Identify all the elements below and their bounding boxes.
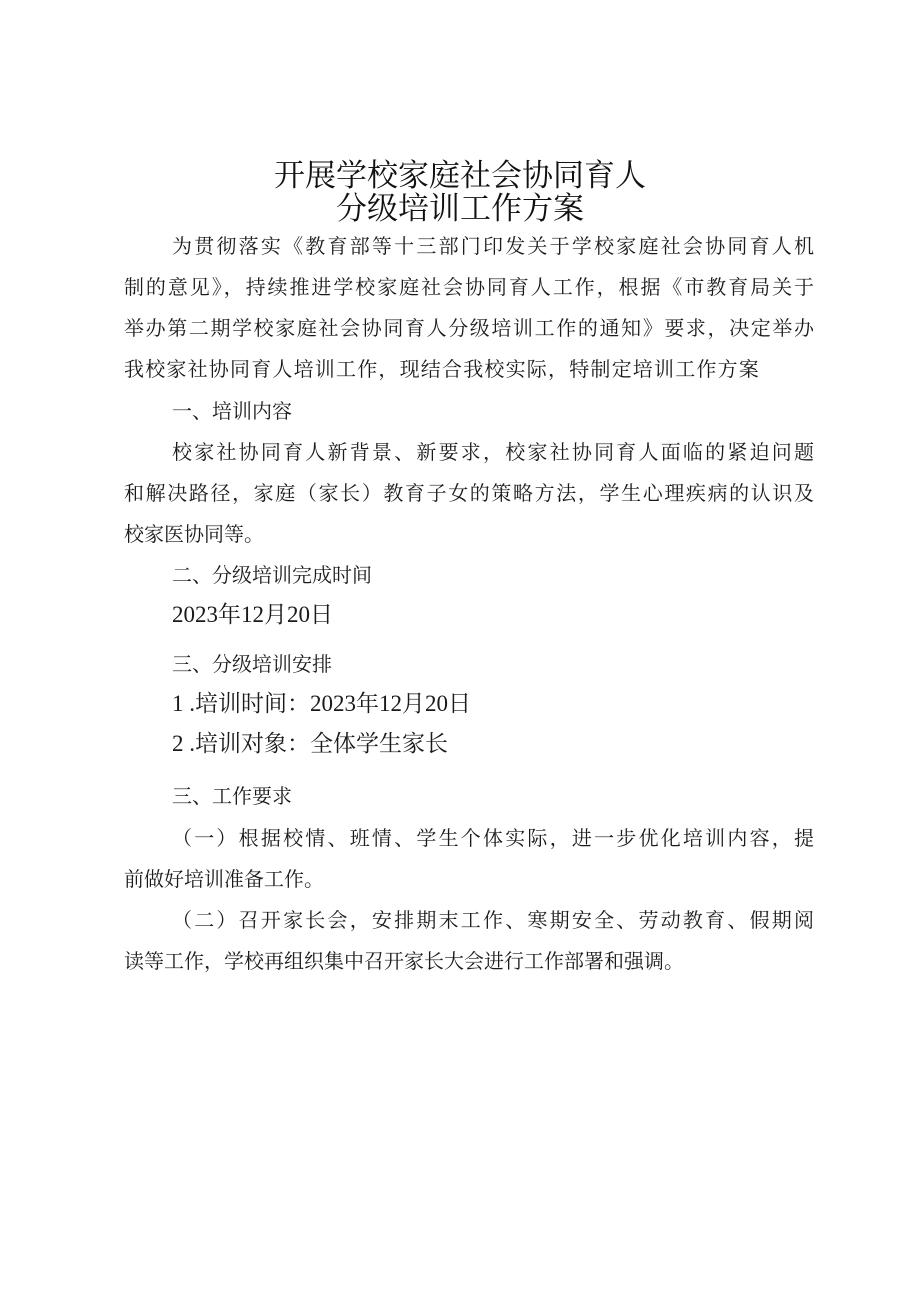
section-4-heading: 三、工作要求	[172, 784, 292, 808]
section-2-date: 2023年12月20日	[172, 602, 333, 627]
intro-line-3: 举办第二期学校家庭社会协同育人分级培训工作的通知》要求，决定举办	[124, 316, 814, 340]
intro-line-1: 为贯彻落实《教育部等十三部门印发关于学校家庭社会协同育人机	[172, 234, 814, 258]
requirement-1-line-1: （一）根据校情、班情、学生个体实际，进一步优化培训内容，提	[172, 826, 814, 850]
section-1-line-1: 校家社协同育人新背景、新要求，校家社协同育人面临的紧迫问题	[172, 440, 814, 464]
section-2-heading: 二、分级培训完成时间	[172, 563, 372, 587]
section-1-heading: 一、培训内容	[172, 399, 292, 423]
document-title-line-2: 分级培训工作方案	[336, 191, 584, 227]
section-1-line-3: 校家医协同等。	[124, 522, 264, 546]
document-title-line-1: 开展学校家庭社会协同育人	[274, 158, 646, 194]
intro-line-4: 我校家社协同育人培训工作，现结合我校实际，特制定培训工作方案	[124, 357, 760, 381]
requirement-2-line-1: （二）召开家长会，安排期末工作、寒期安全、劳动教育、假期阅	[172, 908, 814, 932]
requirement-2-line-2: 读等工作，学校再组织集中召开家长大会进行工作部署和强调。	[124, 949, 684, 973]
section-3-heading: 三、分级培训安排	[172, 652, 332, 676]
section-1-line-2: 和解决路径，家庭（家长）教育子女的策略方法，学生心理疾病的认识及	[124, 481, 814, 505]
section-3-item-2: 2 .培训对象：全体学生家长	[172, 731, 448, 756]
intro-line-2: 制的意见》，持续推进学校家庭社会协同育人工作，根据《市教育局关于	[124, 275, 814, 299]
section-3-item-1: 1 .培训时间：2023年12月20日	[172, 691, 471, 716]
requirement-1-line-2: 前做好培训准备工作。	[124, 867, 324, 891]
